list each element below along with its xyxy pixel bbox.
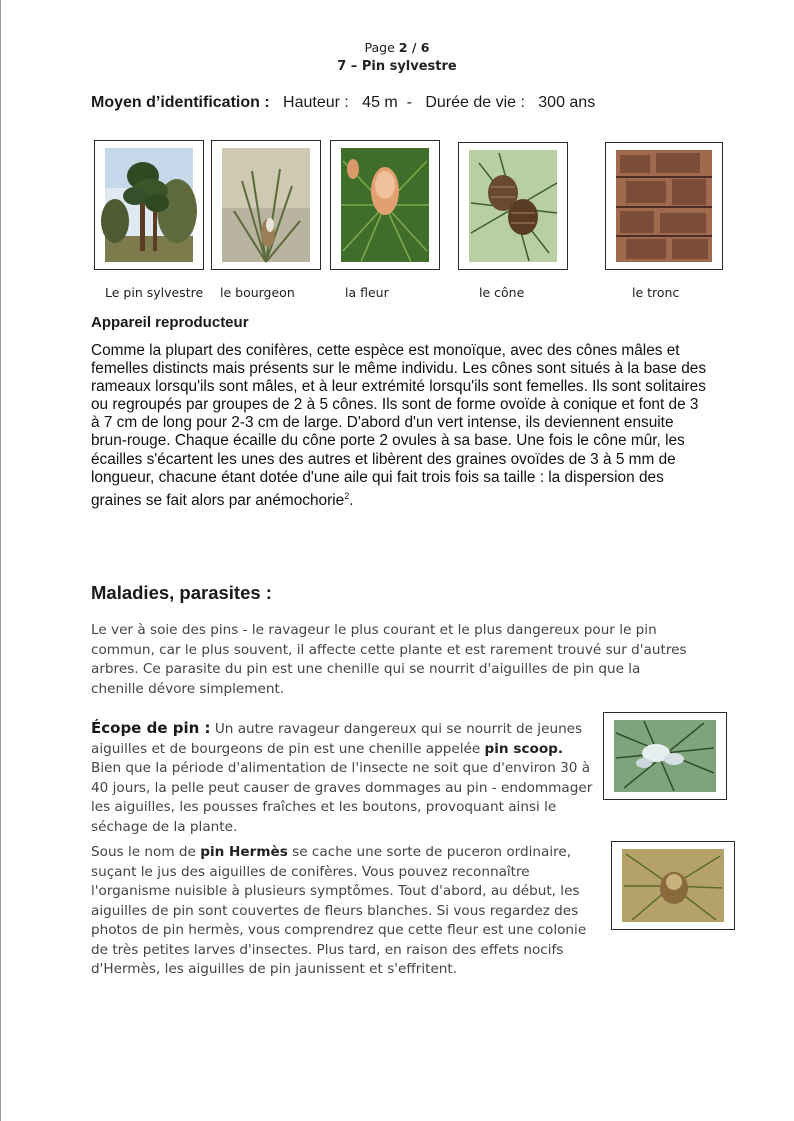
- page-number: [0, 40, 794, 55]
- photo-caption: le cône: [479, 285, 525, 300]
- photo-trunk: [605, 142, 723, 270]
- height-label: Hauteur :: [283, 94, 349, 111]
- scoop-paragraph: [91, 719, 597, 837]
- scoop-title: Écope de pin :: [91, 719, 211, 737]
- page-prefix: Page: [364, 40, 395, 55]
- identification-line: [91, 94, 595, 112]
- photo-cone: [458, 142, 568, 270]
- photo-caption: la fleur: [345, 285, 389, 300]
- photo-caption: le bourgeon: [220, 285, 295, 300]
- photo-bud: [211, 140, 321, 270]
- photo-caption: le tronc: [632, 285, 680, 300]
- scoop-text-a: Un autre ravageur dangereux qui se nourrit de jeunes aiguilles et de bourgeons de pin est une chenille appelée: [91, 721, 583, 757]
- page-title: 7 – Pin sylvestre: [337, 59, 457, 74]
- identification-label: Moyen d’identification :: [91, 94, 270, 111]
- reproduction-text: [91, 342, 711, 510]
- scoop-text-b: Bien que la période d'alimentation de l'insecte ne soit que d'environ 30 à 40 jours, la pelle peut causer de graves dommages au pin - endommager les aiguilles, les pousses fraîches et les boutons, provoquant ainsi le séchage de la plante.: [91, 760, 593, 835]
- reproduction-end: .: [349, 491, 354, 509]
- lifespan-label: Durée de vie :: [425, 94, 525, 111]
- hermes-text-a: Sous le nom de: [91, 844, 201, 860]
- hermes-bold: pin Hermès: [200, 844, 288, 860]
- reproduction-heading: Appareil reproducteur: [91, 314, 249, 331]
- footnote-marker: 2: [344, 490, 350, 501]
- page-left-edge: [0, 0, 1, 1121]
- photo-pin-scoop: [603, 712, 727, 800]
- lifespan-value: 300 ans: [538, 94, 596, 111]
- photo-flower: [330, 140, 440, 270]
- scoop-bold: pin scoop.: [484, 740, 564, 757]
- hermes-text-b: se cache une sorte de puceron ordinaire, suçant le jus des aiguilles de conifères. Vous pouvez reconnaître l'organisme nuisible à plusieurs symptômes. Tout d'abord, au début, les aiguilles de pin sont couvertes de fleurs blanches. Si vous regardez des photos de pin hermès, vous comprendrez que cette fleur est une colonie de très petites larves d'insectes. Plus tard, en raison des effets nocifs d'Hermès, les aiguilles de pin jaunissent et s'effritent.: [91, 844, 587, 977]
- ident-separator: -: [406, 94, 412, 111]
- photo-caption: Le pin sylvestre: [105, 285, 204, 300]
- hermes-paragraph: [91, 843, 597, 980]
- reproduction-body: Comme la plupart des conifères, cette espèce est monoïque, avec des cônes mâles et femelles distincts mais présents sur le même individu. Les cônes sont situés à la base des rameaux lorsqu'ils sont mâles, et à leur extrémité lorsqu'ils sont femelles. Ils sont solitaires ou regroupés par groupes de 2 à 5 cônes. Ils sont de forme ovoïde à conique et font de 3 à 7 cm de long pour 2-3 cm de large. D'abord d'un vert intense, ils deviennent ensuite brun-rouge. Chaque écaille du cône porte 2 ovules à sa base. Une fois le cône mûr, les écailles s'écartent les unes des autres et libèrent des graines ovoïdes de 3 à 5 mm de longueur, chacune étant dotée d'une aile qui fait trois fois sa taille : la dispersion des graines se fait alors par anémochorie: [91, 342, 707, 509]
- height-value: 45 m: [362, 94, 398, 111]
- photo-tree: [94, 140, 204, 270]
- photo-pin-hermes: [611, 841, 735, 930]
- silkworm-paragraph: Le ver à soie des pins - le ravageur le plus courant et le plus dangereux pour le pin commun, car le plus souvent, il affecte cette plante et est rarement trouvé sur d'autres arbres. Ce parasite du pin est une chenille qui se nourrit d'aiguilles de pin que la chenille dévore simplement.: [91, 622, 687, 697]
- page-num: 2 / 6: [398, 40, 430, 55]
- diseases-heading: Maladies, parasites :: [91, 582, 272, 603]
